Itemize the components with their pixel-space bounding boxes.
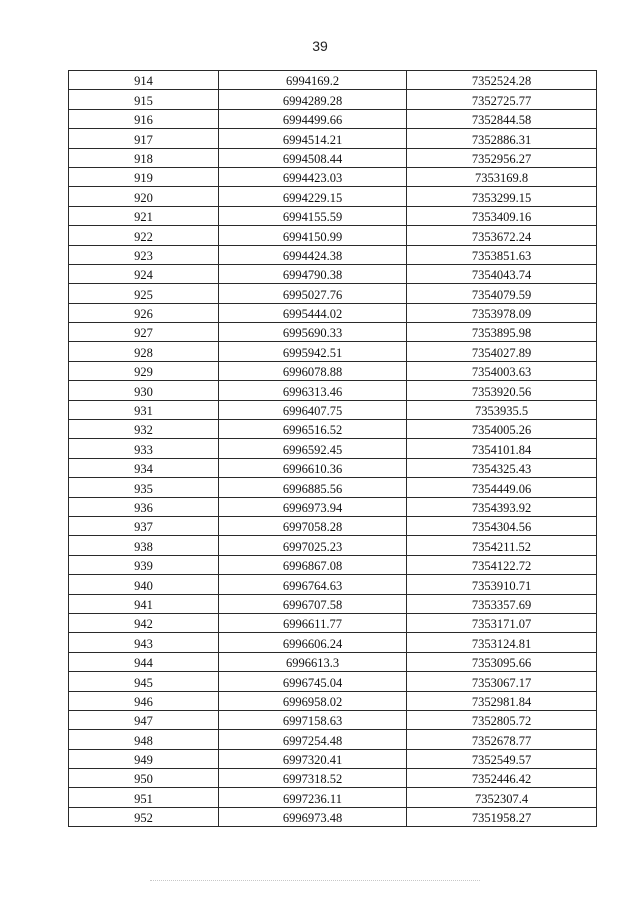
point-number-cell: 941: [69, 594, 219, 613]
x-coordinate-cell: 6994790.38: [219, 264, 407, 283]
table-row: [69, 381, 597, 400]
point-number-cell: 914: [69, 71, 219, 90]
table-row: [69, 749, 597, 768]
point-number-cell: 925: [69, 284, 219, 303]
x-coordinate-cell: 6996885.56: [219, 478, 407, 497]
point-number-cell: 924: [69, 264, 219, 283]
x-coordinate-cell: 6996973.94: [219, 497, 407, 516]
table-row: [69, 710, 597, 729]
point-number-cell: 951: [69, 788, 219, 807]
y-coordinate-cell: 7353171.07: [407, 613, 597, 632]
y-coordinate-cell: 7353672.24: [407, 226, 597, 245]
point-number-cell: 935: [69, 478, 219, 497]
table-row: [69, 633, 597, 652]
y-coordinate-cell: 7354211.52: [407, 536, 597, 555]
x-coordinate-cell: 6996313.46: [219, 381, 407, 400]
x-coordinate-cell: 6996764.63: [219, 575, 407, 594]
y-coordinate-cell: 7354449.06: [407, 478, 597, 497]
table-row: [69, 613, 597, 632]
point-number-cell: 920: [69, 187, 219, 206]
y-coordinate-cell: 7353357.69: [407, 594, 597, 613]
point-number-cell: 950: [69, 769, 219, 788]
y-coordinate-cell: 7353299.15: [407, 187, 597, 206]
point-number-cell: 929: [69, 361, 219, 380]
point-number-cell: 949: [69, 749, 219, 768]
table-row: [69, 187, 597, 206]
table-row: [69, 206, 597, 225]
table-row: [69, 594, 597, 613]
table-row: [69, 129, 597, 148]
table-row: [69, 652, 597, 671]
y-coordinate-cell: 7353935.5: [407, 400, 597, 419]
x-coordinate-cell: 6994155.59: [219, 206, 407, 225]
x-coordinate-cell: 6997158.63: [219, 710, 407, 729]
x-coordinate-cell: 6994289.28: [219, 90, 407, 109]
table-row: [69, 71, 597, 90]
y-coordinate-cell: 7352805.72: [407, 710, 597, 729]
table-row: [69, 769, 597, 788]
x-coordinate-cell: 6994423.03: [219, 167, 407, 186]
x-coordinate-cell: 6996613.3: [219, 652, 407, 671]
x-coordinate-cell: 6997318.52: [219, 769, 407, 788]
table-row: [69, 691, 597, 710]
x-coordinate-cell: 6997254.48: [219, 730, 407, 749]
point-number-cell: 942: [69, 613, 219, 632]
x-coordinate-cell: 6996745.04: [219, 672, 407, 691]
point-number-cell: 945: [69, 672, 219, 691]
point-number-cell: 921: [69, 206, 219, 225]
point-number-cell: 917: [69, 129, 219, 148]
x-coordinate-cell: 6996707.58: [219, 594, 407, 613]
x-coordinate-cell: 6994424.38: [219, 245, 407, 264]
point-number-cell: 927: [69, 323, 219, 342]
point-number-cell: 930: [69, 381, 219, 400]
point-number-cell: 931: [69, 400, 219, 419]
y-coordinate-cell: 7354043.74: [407, 264, 597, 283]
table-row: [69, 516, 597, 535]
y-coordinate-cell: 7354325.43: [407, 458, 597, 477]
point-number-cell: 936: [69, 497, 219, 516]
point-number-cell: 952: [69, 807, 219, 826]
table-row: [69, 245, 597, 264]
coordinates-table-body: [69, 71, 597, 827]
table-row: [69, 400, 597, 419]
y-coordinate-cell: 7353095.66: [407, 652, 597, 671]
y-coordinate-cell: 7353409.16: [407, 206, 597, 225]
table-row: [69, 497, 597, 516]
x-coordinate-cell: 6996611.77: [219, 613, 407, 632]
y-coordinate-cell: 7354079.59: [407, 284, 597, 303]
x-coordinate-cell: 6996592.45: [219, 439, 407, 458]
y-coordinate-cell: 7352981.84: [407, 691, 597, 710]
y-coordinate-cell: 7353910.71: [407, 575, 597, 594]
point-number-cell: 919: [69, 167, 219, 186]
y-coordinate-cell: 7352725.77: [407, 90, 597, 109]
x-coordinate-cell: 6997058.28: [219, 516, 407, 535]
y-coordinate-cell: 7352524.28: [407, 71, 597, 90]
table-row: [69, 672, 597, 691]
table-row: [69, 478, 597, 497]
y-coordinate-cell: 7353169.8: [407, 167, 597, 186]
x-coordinate-cell: 6996606.24: [219, 633, 407, 652]
x-coordinate-cell: 6997236.11: [219, 788, 407, 807]
point-number-cell: 947: [69, 710, 219, 729]
y-coordinate-cell: 7352956.27: [407, 148, 597, 167]
x-coordinate-cell: 6996610.36: [219, 458, 407, 477]
table-row: [69, 555, 597, 574]
x-coordinate-cell: 6994169.2: [219, 71, 407, 90]
x-coordinate-cell: 6996973.48: [219, 807, 407, 826]
y-coordinate-cell: 7353067.17: [407, 672, 597, 691]
y-coordinate-cell: 7354393.92: [407, 497, 597, 516]
table-row: [69, 575, 597, 594]
point-number-cell: 937: [69, 516, 219, 535]
point-number-cell: 915: [69, 90, 219, 109]
point-number-cell: 948: [69, 730, 219, 749]
y-coordinate-cell: 7352446.42: [407, 769, 597, 788]
point-number-cell: 944: [69, 652, 219, 671]
coordinates-table: [68, 70, 597, 827]
table-row: [69, 788, 597, 807]
x-coordinate-cell: 6996958.02: [219, 691, 407, 710]
table-row: [69, 807, 597, 826]
table-row: [69, 536, 597, 555]
y-coordinate-cell: 7354003.63: [407, 361, 597, 380]
y-coordinate-cell: 7353895.98: [407, 323, 597, 342]
point-number-cell: 926: [69, 303, 219, 322]
table-row: [69, 342, 597, 361]
y-coordinate-cell: 7352549.57: [407, 749, 597, 768]
table-row: [69, 439, 597, 458]
y-coordinate-cell: 7354101.84: [407, 439, 597, 458]
x-coordinate-cell: 6995690.33: [219, 323, 407, 342]
x-coordinate-cell: 6995027.76: [219, 284, 407, 303]
y-coordinate-cell: 7354122.72: [407, 555, 597, 574]
x-coordinate-cell: 6996516.52: [219, 420, 407, 439]
point-number-cell: 932: [69, 420, 219, 439]
table-row: [69, 420, 597, 439]
point-number-cell: 943: [69, 633, 219, 652]
x-coordinate-cell: 6994229.15: [219, 187, 407, 206]
point-number-cell: 934: [69, 458, 219, 477]
y-coordinate-cell: 7354027.89: [407, 342, 597, 361]
point-number-cell: 939: [69, 555, 219, 574]
x-coordinate-cell: 6997320.41: [219, 749, 407, 768]
y-coordinate-cell: 7352844.58: [407, 109, 597, 128]
table-row: [69, 109, 597, 128]
table-row: [69, 90, 597, 109]
table-row: [69, 284, 597, 303]
y-coordinate-cell: 7351958.27: [407, 807, 597, 826]
y-coordinate-cell: 7353920.56: [407, 381, 597, 400]
x-coordinate-cell: 6994508.44: [219, 148, 407, 167]
table-row: [69, 323, 597, 342]
page-number: 39: [312, 38, 328, 54]
x-coordinate-cell: 6996867.08: [219, 555, 407, 574]
x-coordinate-cell: 6995444.02: [219, 303, 407, 322]
table-row: [69, 226, 597, 245]
bottom-divider: [150, 880, 480, 881]
table-row: [69, 148, 597, 167]
x-coordinate-cell: 6994499.66: [219, 109, 407, 128]
y-coordinate-cell: 7352678.77: [407, 730, 597, 749]
point-number-cell: 918: [69, 148, 219, 167]
x-coordinate-cell: 6996407.75: [219, 400, 407, 419]
x-coordinate-cell: 6995942.51: [219, 342, 407, 361]
table-row: [69, 361, 597, 380]
point-number-cell: 928: [69, 342, 219, 361]
point-number-cell: 922: [69, 226, 219, 245]
point-number-cell: 946: [69, 691, 219, 710]
point-number-cell: 923: [69, 245, 219, 264]
x-coordinate-cell: 6997025.23: [219, 536, 407, 555]
table-row: [69, 303, 597, 322]
table-row: [69, 730, 597, 749]
point-number-cell: 940: [69, 575, 219, 594]
x-coordinate-cell: 6994514.21: [219, 129, 407, 148]
y-coordinate-cell: 7353851.63: [407, 245, 597, 264]
point-number-cell: 933: [69, 439, 219, 458]
x-coordinate-cell: 6996078.88: [219, 361, 407, 380]
y-coordinate-cell: 7354304.56: [407, 516, 597, 535]
y-coordinate-cell: 7354005.26: [407, 420, 597, 439]
point-number-cell: 916: [69, 109, 219, 128]
x-coordinate-cell: 6994150.99: [219, 226, 407, 245]
y-coordinate-cell: 7353124.81: [407, 633, 597, 652]
point-number-cell: 938: [69, 536, 219, 555]
y-coordinate-cell: 7352307.4: [407, 788, 597, 807]
table-row: [69, 458, 597, 477]
table-row: [69, 167, 597, 186]
y-coordinate-cell: 7352886.31: [407, 129, 597, 148]
table-row: [69, 264, 597, 283]
y-coordinate-cell: 7353978.09: [407, 303, 597, 322]
